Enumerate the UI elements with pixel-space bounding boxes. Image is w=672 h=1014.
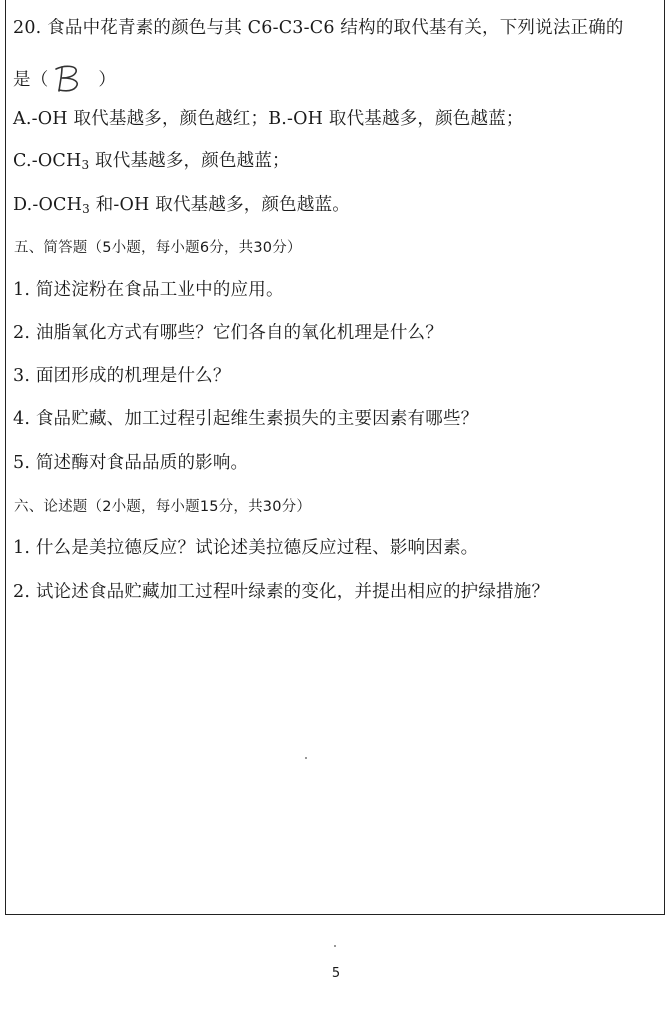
section6-question-1: 1. 什么是美拉德反应？试论述美拉德反应过程、影响因素。 — [13, 538, 479, 558]
q20-option-d-formula: D.-OCH — [13, 195, 83, 215]
q20-option-c-subscript: 3 — [81, 158, 90, 172]
section6-question-2: 2. 试论述食品贮藏加工过程叶绿素的变化，并提出相应的护绿措施？ — [13, 582, 550, 602]
q20-option-d — [13, 193, 350, 221]
q20-stem-prefix: 是（ — [13, 70, 49, 90]
q20-option-d-subscript: 3 — [82, 202, 90, 216]
q20-option-c-text: 取代基越多，颜色越蓝； — [89, 151, 290, 171]
q20-option-a: A.-OH 取代基越多，颜色越红； — [13, 109, 269, 129]
q20-stem-line2 — [13, 63, 116, 93]
q20-option-c-formula: C.-OCH — [13, 151, 82, 171]
q20-options-ab — [13, 107, 524, 131]
q20-option-b: B.-OH 取代基越多，颜色越蓝； — [268, 109, 524, 129]
scan-speck — [334, 945, 336, 947]
section5-heading: 五、简答题（5小题，每小题6分，共30分） — [14, 240, 302, 256]
handwritten-answer-b — [50, 63, 96, 93]
q20-stem-line1: 20. 食品中花青素的颜色与其 C6-C3-C6 结构的取代基有关，下列说法正确的 — [13, 18, 624, 38]
section5-question-5: 5. 简述酶对食品品质的影响。 — [13, 453, 249, 473]
q20-option-c — [13, 149, 290, 177]
section5-question-3: 3. 面团形成的机理是什么？ — [13, 366, 231, 386]
q20-option-d-text: 和-OH 取代基越多，颜色越蓝。 — [89, 195, 350, 215]
section5-question-4: 4. 食品贮藏、加工过程引起维生素损失的主要因素有哪些？ — [13, 409, 479, 429]
section5-question-1: 1. 简述淀粉在食品工业中的应用。 — [13, 280, 284, 300]
scan-speck — [305, 757, 307, 759]
section5-question-2: 2. 油脂氧化方式有哪些？它们各自的氧化机理是什么？ — [13, 323, 443, 343]
page-number: 5 — [331, 966, 341, 981]
section6-heading: 六、论述题（2小题，每小题15分，共30分） — [14, 499, 312, 515]
q20-stem-suffix: ） — [98, 70, 117, 90]
